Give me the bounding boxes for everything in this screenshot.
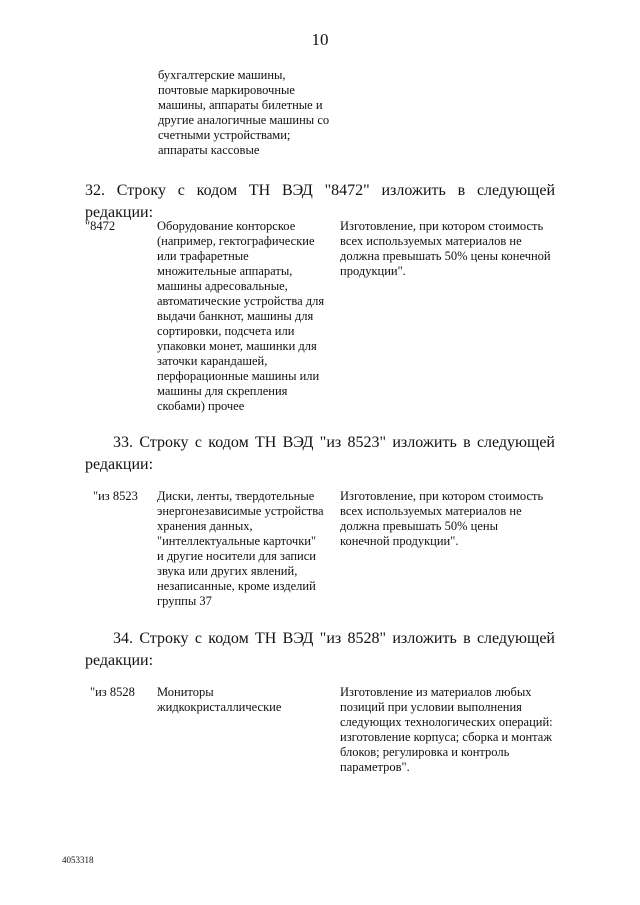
document-id: 4053318 (62, 855, 94, 865)
section-33-condition: Изготовление, при котором стоимость всех используемых материалов не должна превышать 50% цены конечной продукции". (340, 489, 544, 548)
section-34-code: "из 8528 (90, 685, 135, 699)
section-32-heading: 32. Строку с кодом ТН ВЭД "8472" изложить в следующей редакции: (85, 182, 555, 221)
continuation-text: бухгалтерские машины, почтовые маркировочные машины, аппараты билетные и другие аналогичные машины со счетными устройствами; аппараты кассовые (158, 68, 330, 157)
section-32-condition: Изготовление, при котором стоимость всех используемых материалов не должна превышать 50% цены конечной продукции". (340, 219, 551, 278)
section-32-code: "8472 (85, 219, 116, 233)
section-34-heading: 34. Строку с кодом ТН ВЭД "из 8528" изложить в следующей редакции: (85, 630, 555, 669)
section-32-description: Оборудование конторское (например, гектографические или трафаретные множительные аппараты, машины адресовальные, автоматические устройства для выдачи банкнот, машины для сортировки, подсчета или упаковки монет, машинки для заточки карандашей, перфорационные машины или машины для скрепления скобами) прочее (157, 219, 325, 413)
page-number: 10 (311, 30, 329, 49)
section-33-heading: 33. Строку с кодом ТН ВЭД "из 8523" изложить в следующей редакции: (85, 434, 555, 473)
section-33-description: Диски, ленты, твердотельные энергонезависимые устройства хранения данных, "интеллектуальные карточки" и другие носители для записи звука или других явлений, незаписанные, кроме изделий группы 37 (157, 489, 324, 608)
section-33-code: "из 8523 (93, 489, 138, 503)
section-34-condition: Изготовление из материалов любых позиций при условии выполнения следующих технологических операций: изготовление корпуса; сборка и монтаж блоков; регулировка и контроль параметров". (340, 685, 553, 774)
section-34-description: Мониторы жидкокристаллические (157, 685, 282, 714)
